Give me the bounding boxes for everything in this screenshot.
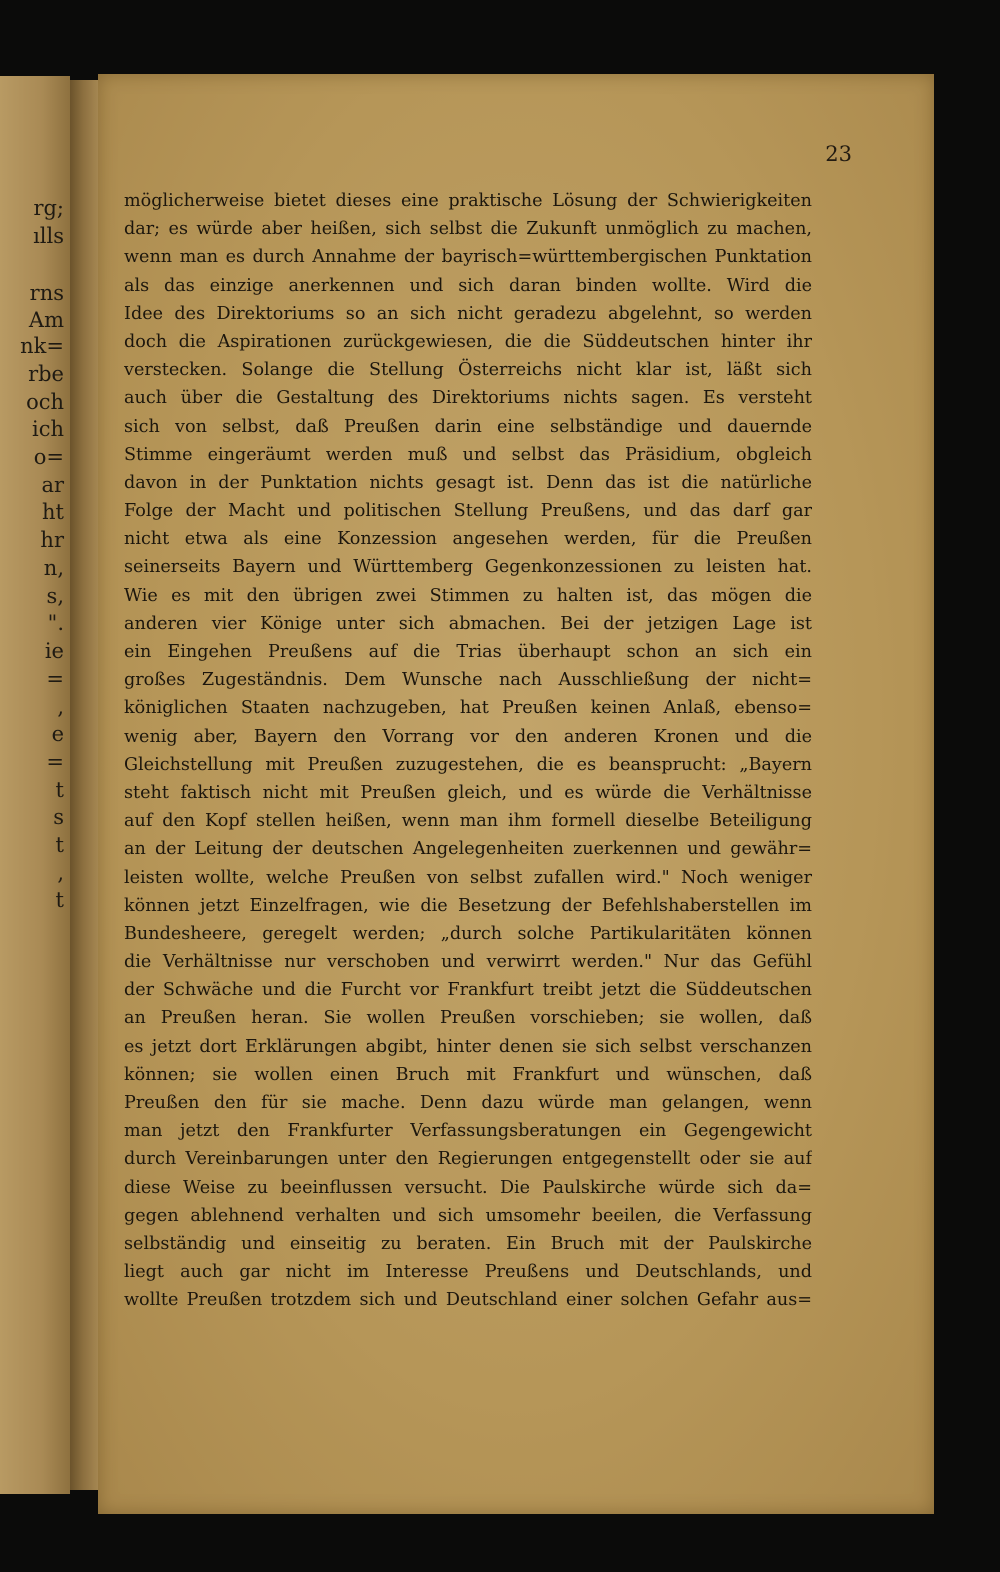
left-page-fragment: och (26, 390, 64, 414)
text-line: doch die Aspirationen zurückgewiesen, die die Süddeutschen hinter ihr (124, 331, 812, 352)
text-line: wollte Preußen trotzdem sich und Deutschland einer solchen Gefahr aus= (124, 1290, 812, 1311)
text-line: Bundesheere, geregelt werden; „durch solche Partikularitäten können (124, 923, 812, 944)
text-line: ein Eingehen Preußens auf die Trias überhaupt schon an sich ein (124, 642, 812, 662)
left-page-fragment: rns (29, 281, 64, 305)
left-page-fragment: ht (42, 500, 64, 524)
left-page-fragment: s, (46, 584, 64, 608)
left-page-fragment: = (46, 667, 64, 691)
text-line: an der Leitung der deutschen Angelegenheiten zuerkennen und gewähr= (124, 839, 812, 860)
left-page-fragment: , (57, 695, 64, 719)
text-line: anderen vier Könige unter sich abmachen. Bei der jetzigen Lage ist (124, 613, 812, 634)
left-page-fragment: hr (40, 528, 64, 552)
text-line: wenn man es durch Annahme der bayrisch=württembergischen Punktation (124, 247, 812, 268)
left-page-fragment: ". (47, 611, 64, 635)
text-line: möglicherweise bietet dieses eine praktische Lösung der Schwierigkeiten (124, 191, 812, 211)
text-line: Stimme eingeräumt werden muß und selbst das Präsidium, obgleich (124, 444, 812, 465)
left-page-fragment: o= (33, 445, 64, 469)
text-line: können; sie wollen einen Bruch mit Frankfurt und wünschen, daß (124, 1064, 812, 1085)
text-line: verstecken. Solange die Stellung Österreichs nicht klar ist, läßt sich (124, 360, 812, 381)
text-line: man jetzt den Frankfurter Verfassungsberatungen ein Gegengewicht (124, 1121, 812, 1142)
text-line: auf den Kopf stellen heißen, wenn man ihm formell dieselbe Beteiligung (124, 811, 812, 832)
left-page-fragment: e (51, 722, 64, 746)
text-line: leisten wollte, welche Preußen von selbst zufallen wird." Noch weniger (124, 867, 812, 888)
text-line: durch Vereinbarungen unter den Regierungen entgegenstellt oder sie auf (124, 1149, 812, 1170)
left-page-fragment: n, (43, 556, 64, 580)
text-line: liegt auch gar nicht im Interesse Preußens und Deutschlands, und (124, 1262, 812, 1283)
text-line: königlichen Staaten nachzugeben, hat Preußen keinen Anlaß, ebenso= (124, 698, 812, 719)
left-page-fragment: ie (44, 639, 64, 663)
text-line: Idee des Direktoriums so an sich nicht geradezu abgelehnt, so werden (124, 303, 812, 324)
text-line: Folge der Macht und politischen Stellung Preußens, und das darf gar (124, 501, 812, 522)
body-text (124, 187, 812, 1315)
left-page-fragment: t (55, 888, 64, 912)
text-line: diese Weise zu beeinflussen versucht. Die Paulskirche würde sich da= (124, 1177, 812, 1198)
left-page-fragment: rbe (28, 362, 64, 386)
text-line: als das einzige anerkennen und sich daran binden wollte. Wird die (124, 275, 812, 296)
text-line: es jetzt dort Erklärungen abgibt, hinter denen sie sich selbst verschanzen (124, 1036, 812, 1057)
text-line: Wie es mit den übrigen zwei Stimmen zu halten ist, das mögen die (124, 585, 812, 606)
text-line: dar; es würde aber heißen, sich selbst die Zukunft unmöglich zu machen, (124, 219, 812, 240)
left-page-fragment: t (55, 778, 64, 802)
text-line: nicht etwa als eine Konzession angesehen werden, für die Preußen (124, 529, 812, 550)
text-line: auch über die Gestaltung des Direktoriums nichts sagen. Es versteht (124, 388, 812, 409)
text-line: können jetzt Einzelfragen, wie die Besetzung der Befehlshaberstellen im (124, 895, 812, 916)
text-line: Gleichstellung mit Preußen zuzugestehen, die es beansprucht: „Bayern (124, 754, 812, 775)
text-line: selbständig und einseitig zu beraten. Ein Bruch mit der Paulskirche (124, 1233, 812, 1254)
text-line: seinerseits Bayern und Württemberg Gegenkonzessionen zu leisten hat. (124, 557, 812, 578)
text-line: die Verhältnisse nur verschoben und verwirrt werden." Nur das Gefühl (124, 952, 812, 973)
left-page-fragment: ılls (33, 224, 64, 248)
left-page-fragment: , (57, 861, 64, 885)
text-line: Preußen den für sie mache. Denn dazu würde man gelangen, wenn (124, 1093, 812, 1113)
left-page-fragment: = (46, 750, 64, 774)
left-page-fragment: ich (31, 417, 64, 441)
text-line: sich von selbst, daß Preußen darin eine selbständige und dauernde (124, 416, 812, 437)
left-page-fragment: rg; (33, 196, 64, 220)
left-page-edge (0, 76, 70, 1494)
left-page-fragment: Am (28, 308, 64, 332)
left-page-fragment: nk= (20, 334, 64, 358)
text-line: davon in der Punktation nichts gesagt ist. Denn das ist die natürliche (124, 472, 812, 493)
text-line: großes Zugeständnis. Dem Wunsche nach Ausschließung der nicht= (124, 670, 812, 691)
book-gutter (70, 80, 100, 1490)
text-line: steht faktisch nicht mit Preußen gleich, und es würde die Verhältnisse (124, 782, 812, 803)
text-line: der Schwäche und die Furcht vor Frankfurt treibt jetzt die Süddeutschen (124, 980, 812, 1001)
left-page-fragment: ar (41, 473, 64, 497)
page-number: 23 (825, 142, 852, 166)
left-page-fragment: s (53, 805, 64, 829)
left-page-fragment: t (55, 833, 64, 857)
text-line: wenig aber, Bayern den Vorrang vor den anderen Kronen und die (124, 726, 812, 747)
text-line: an Preußen heran. Sie wollen Preußen vorschieben; sie wollen, daß (124, 1008, 812, 1029)
text-line: gegen ablehnend verhalten und sich umsomehr beeilen, die Verfassung (124, 1205, 812, 1226)
